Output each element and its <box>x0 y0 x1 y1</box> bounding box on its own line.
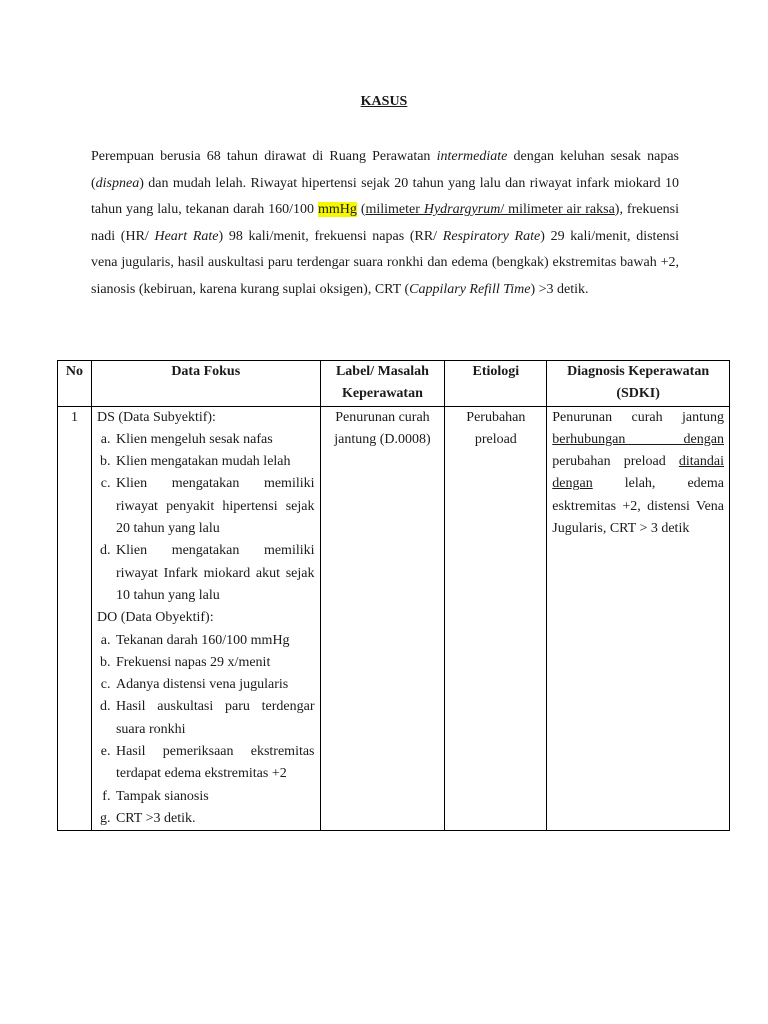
table-header-row <box>58 361 730 407</box>
cell-no: 1 <box>58 406 92 831</box>
list-item: c. Klien mengatakan memiliki riwayat penyakit hipertensi sejak 20 tahun yang lalu <box>114 473 315 540</box>
para-text: ) dan mudah lelah. Riwayat hipertensi sejak 20 tahun yang lalu dan riwayat infark miokard 10 tahun yang lalu, tekanan darah 160/100 <box>91 175 679 217</box>
dx-text: perubahan preload <box>552 454 679 470</box>
ds-heading: DS (Data Subyektif): <box>96 409 216 425</box>
dx-text: lelah, edema esktremitas +2, distensi Vena Jugularis, CRT > 3 detik <box>552 476 724 537</box>
para-italic: dispnea <box>95 175 140 191</box>
case-paragraph <box>91 144 679 303</box>
dx-text: Penurunan curah jantung <box>552 409 724 425</box>
para-text: Perempuan berusia 68 tahun dirawat di Ruang Perawatan <box>91 149 437 164</box>
cell-label: Penurunan curah jantung (D.0008) <box>320 406 445 831</box>
list-item: a. Klien mengeluh sesak nafas <box>114 429 315 451</box>
underlined-unit-explanation <box>365 202 614 217</box>
list-item: a. Tekanan darah 160/100 mmHg <box>114 630 315 652</box>
para-text: ) 29 kali/menit, distensi vena jugularis, hasil auskultasi paru terdengar suara ronkhi dan edema (bengkak) ekstremitas bawah +2, sianosis (kebiruan, karena kurang suplai oksigen), CRT ( <box>91 228 679 297</box>
header-etiologi: Etiologi <box>445 361 547 407</box>
para-italic: Hydrargyrum <box>423 202 501 217</box>
dx-underlined: berhubungan dengan <box>552 431 724 447</box>
para-text: ) 98 kali/menit, frekuensi napas (RR/ <box>218 228 443 244</box>
table-row <box>58 406 730 831</box>
list-item: b. Frekuensi napas 29 x/menit <box>114 652 315 674</box>
highlighted-unit: mmHg <box>317 202 357 217</box>
diagnosis-text <box>552 407 724 541</box>
ds-list <box>97 429 315 607</box>
list-item: e. Hasil pemeriksaan ekstremitas terdapat edema ekstremitas +2 <box>114 741 315 786</box>
para-italic: Respiratory Rate <box>442 228 541 244</box>
para-italic: intermediate <box>436 149 508 164</box>
page-title: KASUS <box>360 94 408 109</box>
dx-underlined: ditandai dengan <box>552 454 724 492</box>
para-text: dengan keluhan sesak napas ( <box>91 149 679 191</box>
do-heading: DO (Data Obyektif): <box>96 610 214 626</box>
para-text: ( <box>356 202 366 217</box>
header-data-fokus: Data Fokus <box>91 361 320 407</box>
para-text: milimeter <box>365 202 424 217</box>
list-item: d. Klien mengatakan memiliki riwayat Infark miokard akut sejak 10 tahun yang lalu <box>114 540 315 607</box>
list-item: f. Tampak sianosis <box>114 786 315 808</box>
cell-diagnosis <box>547 406 730 831</box>
para-italic: Cappilary Refill Time <box>409 281 531 297</box>
para-italic: Heart Rate <box>154 228 219 244</box>
header-diagnosis: Diagnosis Keperawatan (SDKI) <box>547 361 730 407</box>
cell-etiologi: Perubahan preload <box>445 406 547 831</box>
para-text: / milimeter air raksa <box>500 202 615 217</box>
para-text: ) >3 detik. <box>530 281 589 297</box>
nursing-diagnosis-table <box>57 360 730 831</box>
header-label: Label/ Masalah Keperawatan <box>320 361 445 407</box>
list-item: b. Klien mengatakan mudah lelah <box>114 451 315 473</box>
list-item: c. Adanya distensi vena jugularis <box>114 674 315 696</box>
do-list <box>97 630 315 831</box>
header-no: No <box>58 361 92 407</box>
para-text: ), frekuensi nadi (HR/ <box>91 202 679 244</box>
cell-data-fokus <box>91 406 320 831</box>
list-item: d. Hasil auskultasi paru terdengar suara ronkhi <box>114 696 315 741</box>
list-item: g. CRT >3 detik. <box>114 808 315 830</box>
